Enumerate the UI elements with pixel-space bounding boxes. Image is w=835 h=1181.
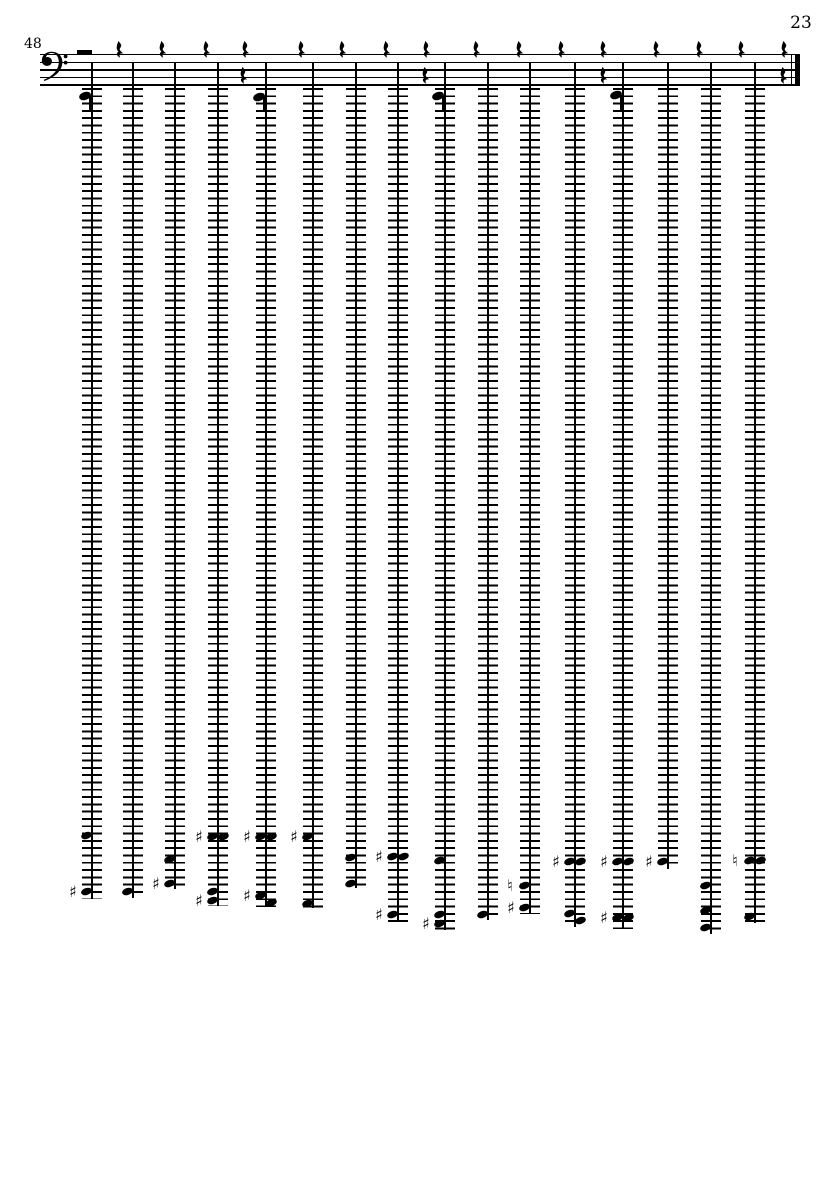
sharp-accidental: ♯ (507, 897, 515, 917)
note-stem (620, 95, 622, 110)
ledger-lines (165, 88, 185, 889)
staff-line (40, 62, 800, 63)
ledger-lines (520, 88, 540, 914)
staff-line (40, 84, 800, 85)
sharp-accidental: ♯ (375, 904, 383, 924)
natural-accidental: ♮ (507, 875, 513, 895)
page-number: 23 (790, 13, 812, 33)
ledger-lines (123, 88, 143, 898)
quarter-rest-icon (515, 41, 526, 60)
quarter-rest-icon (422, 41, 433, 60)
sharp-accidental: ♯ (195, 890, 203, 910)
note-stem (442, 96, 444, 111)
quarter-rest-icon (472, 41, 483, 60)
quarter-rest-icon (382, 41, 393, 60)
quarter-rest-icon (239, 67, 250, 86)
sharp-accidental: ♯ (600, 907, 608, 927)
note-stem (263, 97, 265, 112)
sharp-accidental: ♯ (290, 826, 298, 846)
ledger-lines (388, 88, 408, 922)
natural-accidental: ♮ (732, 850, 738, 870)
sharp-accidental: ♯ (375, 846, 383, 866)
quarter-rest-icon (202, 41, 213, 60)
quarter-rest-icon (297, 41, 308, 60)
ledger-lines (565, 88, 585, 927)
quarter-rest-icon (737, 41, 748, 60)
ledger-lines (478, 88, 498, 920)
staff-line (40, 69, 800, 70)
quarter-rest-icon (241, 41, 252, 60)
quarter-rest-icon (557, 41, 568, 60)
half-rest (77, 50, 92, 55)
staff-line (40, 77, 800, 78)
ledger-lines (346, 88, 366, 888)
quarter-rest-icon (695, 41, 706, 60)
staff-line (40, 54, 800, 55)
sharp-accidental: ♯ (243, 885, 251, 905)
sharp-accidental: ♯ (195, 826, 203, 846)
ledger-lines (658, 88, 678, 869)
ledger-lines (613, 88, 633, 929)
quarter-rest-icon (599, 67, 610, 86)
quarter-rest-icon (158, 41, 169, 60)
sharp-accidental: ♯ (243, 826, 251, 846)
bass-clef-icon (41, 51, 68, 82)
ledger-lines (745, 88, 765, 923)
quarter-rest-icon (115, 41, 126, 60)
ledger-lines (701, 88, 721, 934)
sharp-accidental: ♯ (422, 913, 430, 933)
sharp-accidental: ♯ (600, 851, 608, 871)
measure-number: 48 (24, 36, 42, 52)
sharp-accidental: ♯ (645, 851, 653, 871)
quarter-rest-icon (780, 41, 791, 60)
quarter-rest-icon (421, 67, 432, 86)
sharp-accidental: ♯ (152, 873, 160, 893)
quarter-rest-icon (338, 41, 349, 60)
note-stem (89, 96, 91, 111)
quarter-rest-icon (599, 41, 610, 60)
quarter-rest-icon (779, 67, 790, 86)
sharp-accidental: ♯ (552, 851, 560, 871)
ledger-lines (208, 88, 228, 906)
quarter-rest-icon (652, 41, 663, 60)
ledger-lines (82, 88, 102, 899)
ledger-lines (435, 88, 455, 930)
ledger-lines (303, 88, 323, 908)
ledger-lines (256, 88, 276, 907)
sharp-accidental: ♯ (69, 881, 77, 901)
final-barline-thick (795, 54, 800, 86)
